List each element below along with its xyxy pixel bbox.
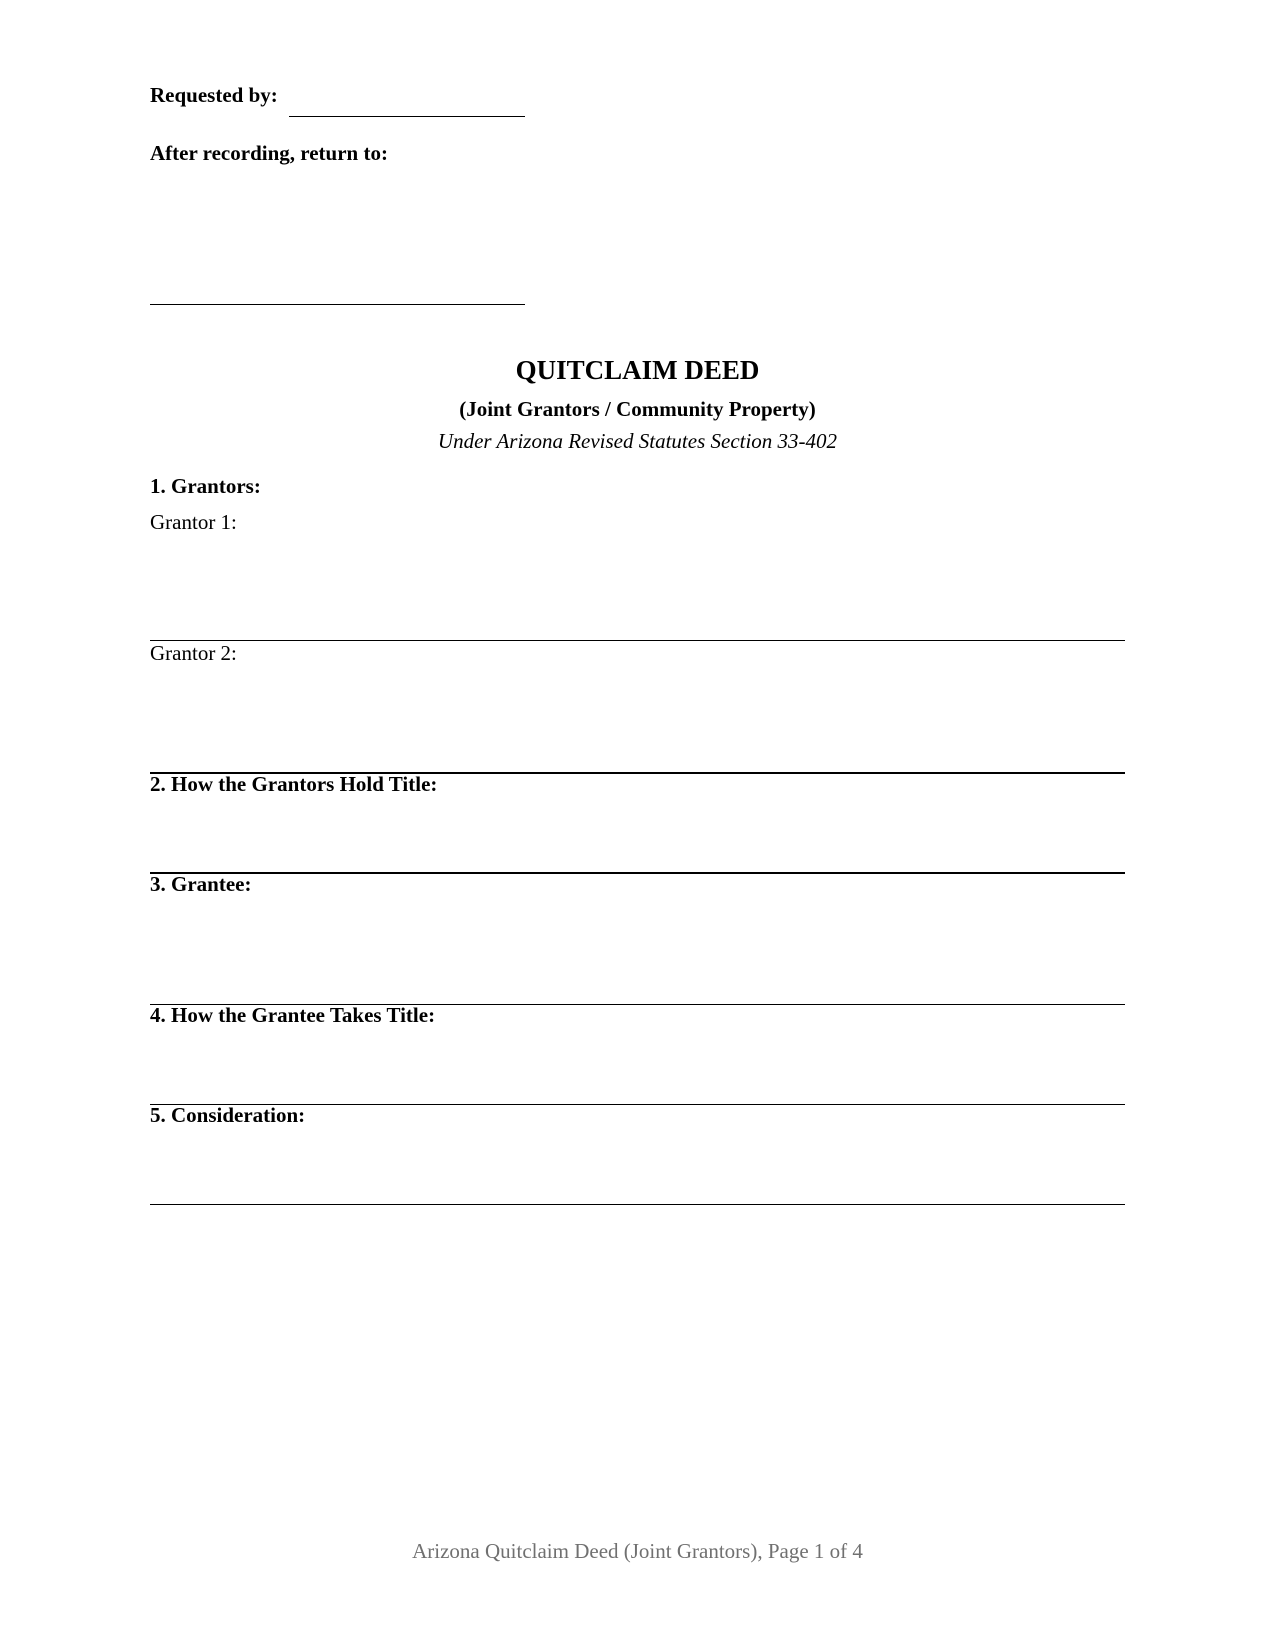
document-title: QUITCLAIM DEED (515, 355, 760, 385)
document-subtitle: (Joint Grantors / Community Property) (459, 397, 816, 421)
requested-by-field[interactable] (289, 116, 525, 117)
hold-title-heading: 2. How the Grantors Hold Title: (150, 772, 438, 796)
takes-title-heading: 4. How the Grantee Takes Title: (150, 1003, 436, 1027)
return-to-field[interactable] (150, 304, 525, 305)
statute-reference: Under Arizona Revised Statutes Section 33-402 (437, 429, 838, 453)
return-to-label: After recording, return to: (150, 141, 388, 165)
hold-title-field[interactable] (150, 872, 1125, 874)
grantor1-label: Grantor 1: (150, 510, 237, 534)
grantee-heading: 3. Grantee: (150, 872, 252, 896)
consideration-heading: 5. Consideration: (150, 1103, 306, 1127)
grantors-heading: 1. Grantors: (150, 474, 261, 498)
grantor2-label: Grantor 2: (150, 641, 237, 665)
requested-by-label: Requested by: (150, 83, 278, 107)
page-footer: Arizona Quitclaim Deed (Joint Grantors), Page 1 of 4 (412, 1539, 863, 1563)
grantor1-field[interactable] (150, 640, 1125, 641)
consideration-field[interactable] (150, 1204, 1125, 1205)
